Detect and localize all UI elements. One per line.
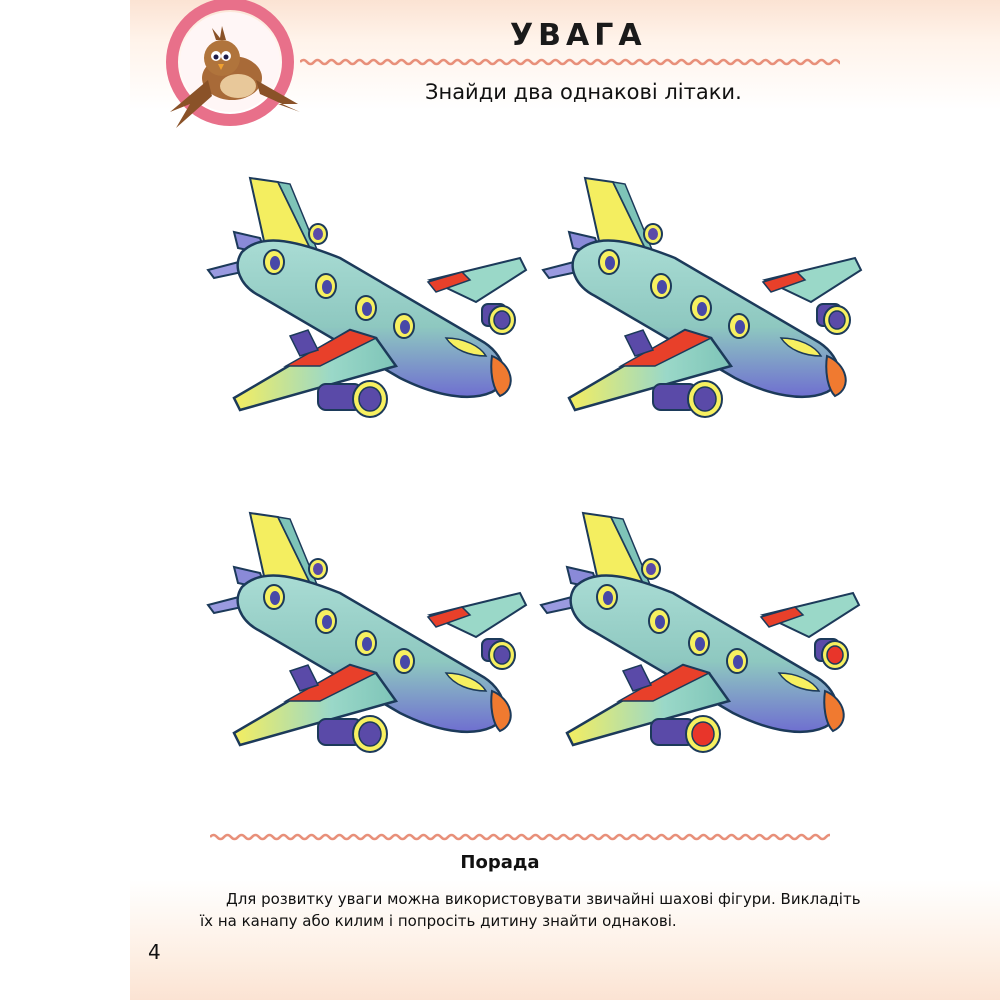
sparrow-bird-icon <box>160 0 300 140</box>
page-title: УВАГА <box>510 18 647 53</box>
window-pane-2 <box>657 280 667 294</box>
near-wing-flap <box>625 330 653 356</box>
window-pane-1 <box>270 256 280 270</box>
far-engine-intake <box>827 646 843 664</box>
tail-engine-intake <box>648 228 658 240</box>
airplane-icon <box>533 505 863 755</box>
airplane-3[interactable] <box>200 505 530 755</box>
window-pane-1 <box>270 591 280 605</box>
window-pane-2 <box>655 615 665 629</box>
page-number: 4 <box>148 940 161 964</box>
airplane-icon <box>200 505 530 755</box>
window-pane-4 <box>400 320 410 334</box>
page-background <box>130 0 1000 1000</box>
tail-engine-intake <box>646 563 656 575</box>
near-engine-intake <box>692 722 714 746</box>
near-wing-flap <box>290 665 318 691</box>
window-pane-4 <box>733 655 743 669</box>
airplane-icon <box>200 170 530 420</box>
title-wave-divider <box>300 55 840 69</box>
tail-engine-intake <box>313 228 323 240</box>
window-pane-1 <box>603 591 613 605</box>
tail-engine-intake <box>313 563 323 575</box>
near-engine-intake <box>359 722 381 746</box>
airplane-4[interactable] <box>533 505 863 755</box>
far-engine-intake <box>494 646 510 664</box>
window-pane-3 <box>362 637 372 651</box>
near-engine-intake <box>694 387 716 411</box>
window-pane-2 <box>322 615 332 629</box>
window-pane-4 <box>400 655 410 669</box>
window-pane-3 <box>362 302 372 316</box>
instruction-text: Знайди два однакові літаки. <box>425 80 742 104</box>
tip-text <box>200 888 861 932</box>
window-pane-1 <box>605 256 615 270</box>
airplane-1[interactable] <box>200 170 530 420</box>
tip-title: Порада <box>460 852 540 873</box>
airplane-icon <box>535 170 865 420</box>
near-wing-flap <box>290 330 318 356</box>
tip-wave-divider <box>210 830 830 844</box>
airplane-2[interactable] <box>535 170 865 420</box>
window-pane-2 <box>322 280 332 294</box>
page-margin <box>0 0 130 1000</box>
window-pane-3 <box>695 637 705 651</box>
near-engine-intake <box>359 387 381 411</box>
window-pane-3 <box>697 302 707 316</box>
mascot-badge <box>160 0 300 140</box>
tip-text-line-2: їх на канапу або килим і попросіть дитину знайти однакові. <box>200 912 677 930</box>
window-pane-4 <box>735 320 745 334</box>
tip-text-line-1: Для розвитку уваги можна використовувати звичайні шахові фігури. Викладіть <box>226 890 861 908</box>
far-engine-intake <box>829 311 845 329</box>
far-engine-intake <box>494 311 510 329</box>
near-wing-flap <box>623 665 651 691</box>
